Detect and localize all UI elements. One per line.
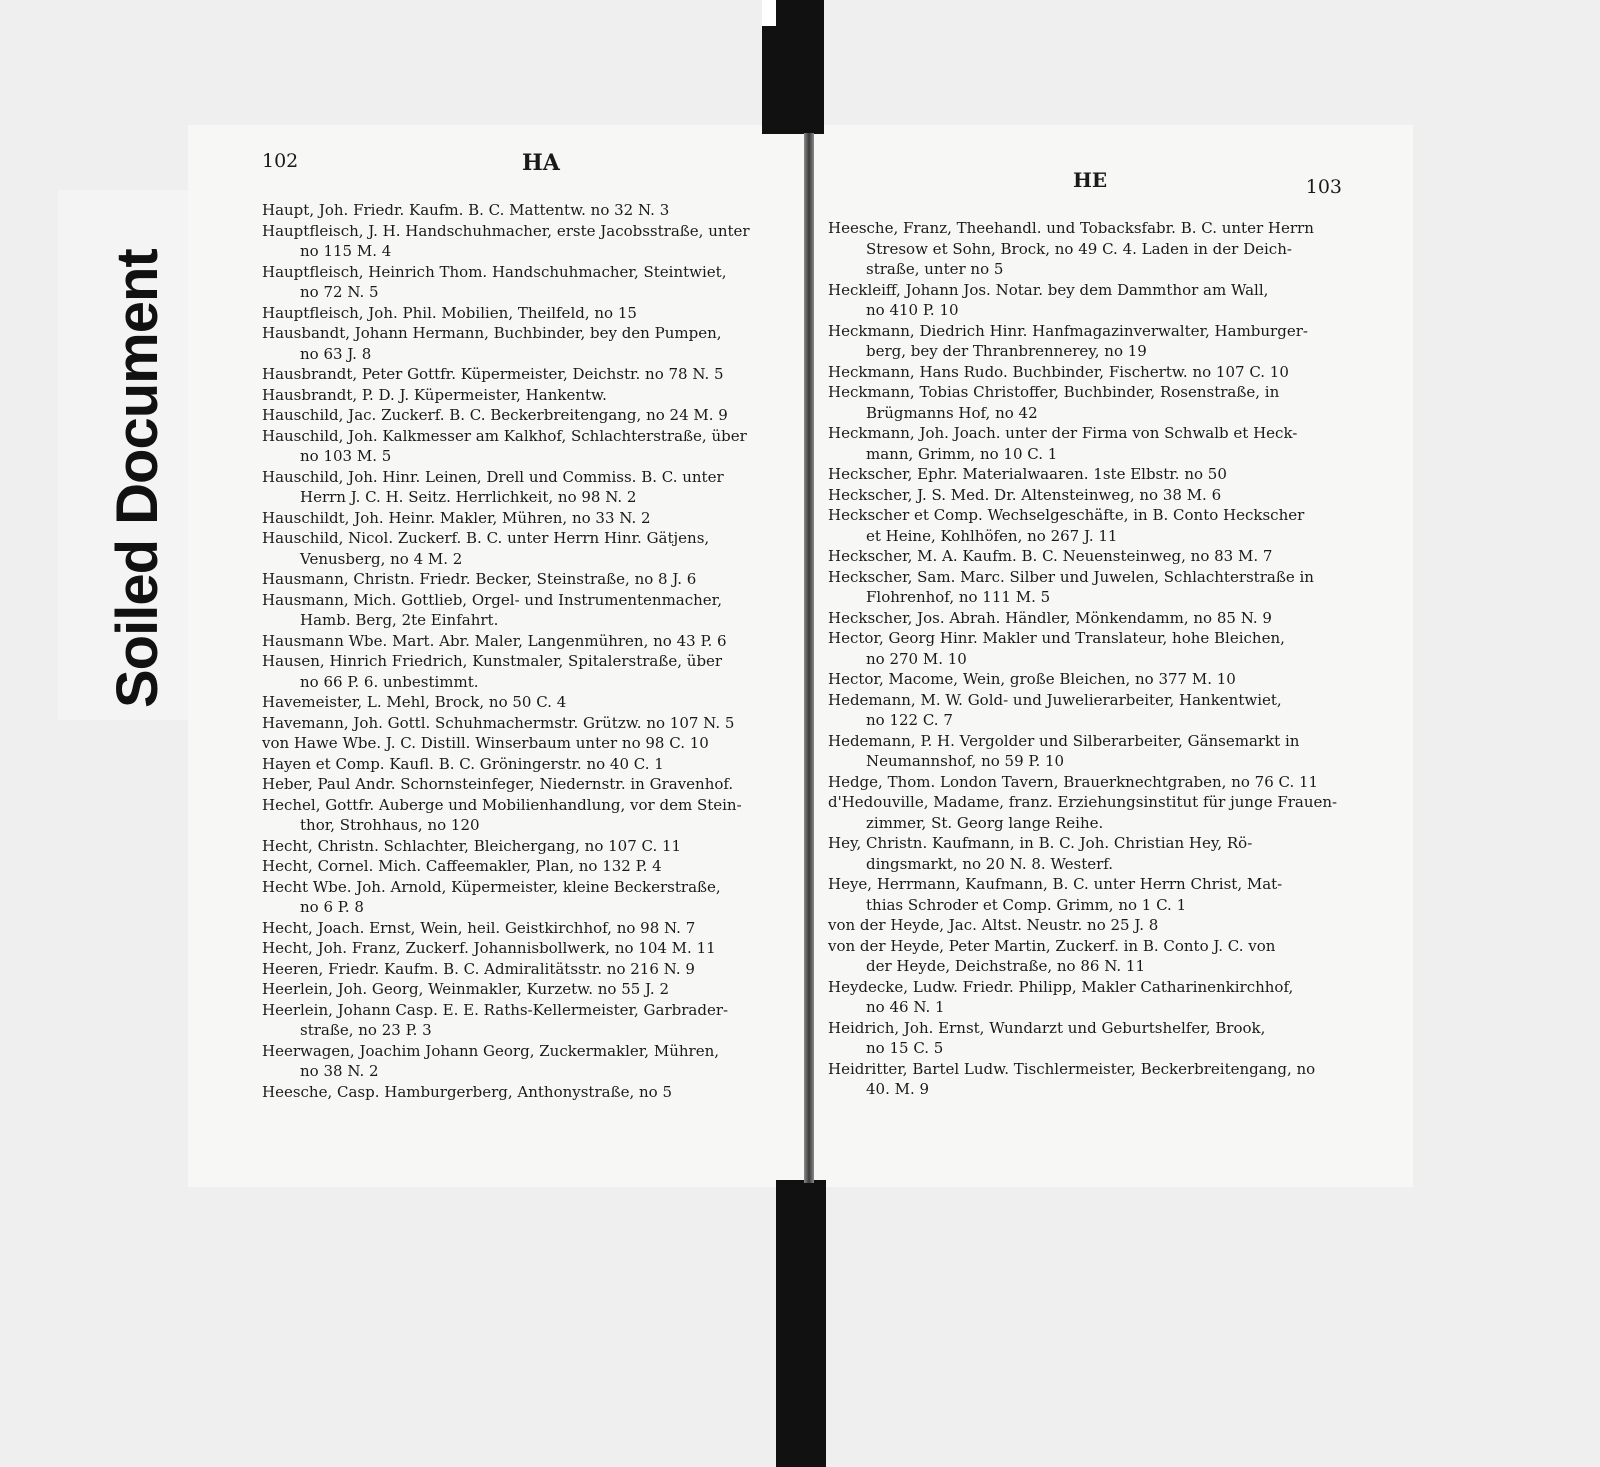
left-directory-entry [262,467,792,508]
left-directory-entry [262,754,792,775]
left-directory-entry [262,651,792,692]
entry-continuation-line: Neumannshof, no 59 P. 10 [866,752,1065,770]
entry-continuation-line: no 6 P. 8 [300,898,364,916]
entry-line: Hedemann, P. H. Vergolder und Silberarbeiter, Gänsemarkt in [828,731,1300,750]
entry-continuation-line: thias Schroder et Comp. Grimm, no 1 C. 1 [866,895,1187,914]
entry-line: Hausmann, Christn. Friedr. Becker, Steinstraße, no 8 J. 6 [262,570,697,588]
left-page-heading: HA [522,150,560,176]
entry-line: Heeren, Friedr. Kaufm. B. C. Admiralitätsstr. no 216 N. 9 [262,959,695,978]
right-directory-entry [828,505,1348,546]
entry-continuation-line: Hamb. Berg, 2te Einfahrt. [300,611,499,629]
entry-continuation-line: no 410 P. 10 [866,301,959,319]
entry-line: Hechel, Gottfr. Auberge und Mobilienhandlung, vor dem Stein- [262,795,742,814]
entry-line: Hausbrandt, Peter Gottfr. Küpermeister, Deichstr. no 78 N. 5 [262,365,724,383]
entry-line: Hausbandt, Johann Hermann, Buchbinder, bey den Pumpen, [262,324,722,342]
right-directory-entry [828,280,1348,321]
entry-line: Heidritter, Bartel Ludw. Tischlermeister, Beckerbreitengang, no [828,1059,1316,1078]
right-directory-entry [828,546,1348,567]
entry-line: Heerlein, Joh. Georg, Weinmakler, Kurzetw. no 55 J. 2 [262,980,669,998]
right-entry-list [828,218,1348,1100]
entry-continuation-line: no 115 M. 4 [300,242,392,260]
entry-continuation-line: no 15 C. 5 [866,1039,944,1057]
entry-line: von Hawe Wbe. J. C. Distill. Winserbaum unter no 98 C. 10 [262,734,709,752]
left-directory-entry [262,733,792,754]
entry-line: Heber, Paul Andr. Schornsteinfeger, Niedernstr. in Gravenhof. [262,775,734,793]
entry-line: Hecht, Joach. Ernst, Wein, heil. Geistkirchhof, no 98 N. 7 [262,918,696,937]
left-directory-entry [262,631,792,652]
entry-continuation-line: no 46 N. 1 [866,998,945,1016]
left-directory-entry [262,692,792,713]
left-directory-entry [262,426,792,467]
entry-line: Hecht, Joh. Franz, Zuckerf. Johannisbollwerk, no 104 M. 11 [262,939,716,957]
left-directory-entry [262,877,792,918]
entry-line: Hey, Christn. Kaufmann, in B. C. Joh. Christian Hey, Rö- [828,834,1253,852]
right-directory-entry [828,669,1348,690]
entry-continuation-line: no 122 C. 7 [866,711,953,729]
right-directory-entry [828,977,1348,1018]
right-directory-entry [828,874,1348,915]
entry-continuation-line: no 72 N. 5 [300,283,379,301]
entry-line: Hauptfleisch, J. H. Handschuhmacher, erste Jacobsstraße, unter [262,221,750,240]
entry-line: Heerwagen, Joachim Johann Georg, Zuckermakler, Mühren, [262,1041,720,1060]
right-directory-entry [828,915,1348,936]
entry-line: Hector, Macome, Wein, große Bleichen, no 377 M. 10 [828,670,1236,688]
entry-line: Heckscher, Jos. Abrah. Händler, Mönkendamm, no 85 N. 9 [828,608,1272,627]
left-directory-entry [262,569,792,590]
book-gutter [804,133,814,1183]
right-directory-entry [828,608,1348,629]
left-directory-entry [262,938,792,959]
left-directory-entry [262,1041,792,1082]
left-directory-entry [262,1000,792,1041]
entry-line: Heerlein, Johann Casp. E. E. Raths-Kellermeister, Garbrader- [262,1000,729,1019]
entry-line: von der Heyde, Jac. Altst. Neustr. no 25 J. 8 [828,916,1159,934]
right-directory-entry [828,936,1348,977]
entry-line: Hauptfleisch, Joh. Phil. Mobilien, Theilfeld, no 15 [262,303,637,322]
soiled-document-label: Soiled Document [105,249,170,708]
entry-continuation-line: thor, Strohhaus, no 120 [300,816,480,834]
entry-line: Heckmann, Tobias Christoffer, Buchbinder, Rosenstraße, in [828,383,1280,401]
entry-line: Hauschild, Nicol. Zuckerf. B. C. unter Herrn Hinr. Gätjens, [262,529,710,547]
entry-line: Haupt, Joh. Friedr. Kaufm. B. C. Mattentw. no 32 N. 3 [262,201,670,219]
entry-line: Hausen, Hinrich Friedrich, Kunstmaler, Spitalerstraße, über [262,652,723,670]
right-directory-entry [828,1018,1348,1059]
left-directory-entry [262,590,792,631]
right-directory-entry [828,218,1348,280]
right-directory-entry [828,464,1348,485]
entry-continuation-line: no 103 M. 5 [300,447,392,465]
entry-line: Havemann, Joh. Gottl. Schuhmachermstr. Grützw. no 107 N. 5 [262,713,735,732]
right-directory-entry [828,382,1348,423]
right-directory-entry [828,362,1348,383]
entry-continuation-line: Herrn J. C. H. Seitz. Herrlichkeit, no 98 N. 2 [300,488,637,506]
entry-line: Hauschildt, Joh. Heinr. Makler, Mühren, no 33 N. 2 [262,508,651,527]
left-directory-entry [262,303,792,324]
right-directory-entry [828,423,1348,464]
right-page-heading: HE [1073,168,1108,192]
left-directory-entry [262,1082,792,1103]
right-page-number: 103 [1305,176,1342,198]
entry-continuation-line: no 63 J. 8 [300,344,372,363]
entry-continuation-line: no 270 M. 10 [866,649,967,668]
left-entry-list [262,200,792,1102]
left-directory-entry [262,856,792,877]
entry-line: Heckscher, M. A. Kaufm. B. C. Neuensteinweg, no 83 M. 7 [828,547,1273,565]
entry-line: Hecht, Christn. Schlachter, Bleichergang, no 107 C. 11 [262,836,682,855]
entry-line: Heckscher, Ephr. Materialwaaren. 1ste Elbstr. no 50 [828,465,1227,483]
left-directory-entry [262,774,792,795]
entry-line: Hauschild, Joh. Hinr. Leinen, Drell und Commiss. B. C. unter [262,467,724,486]
right-directory-entry [828,792,1348,833]
top-black-bar [762,0,824,134]
left-directory-entry [262,918,792,939]
entry-line: Hausbrandt, P. D. J. Küpermeister, Hankentw. [262,385,607,404]
entry-continuation-line: et Heine, Kohlhöfen, no 267 J. 11 [866,526,1118,545]
left-directory-entry [262,405,792,426]
entry-line: d'Hedouville, Madame, franz. Erziehungsinstitut für junge Frauen- [828,793,1338,811]
entry-line: Heckleiff, Johann Jos. Notar. bey dem Dammthor am Wall, [828,280,1269,299]
left-directory-entry [262,385,792,406]
right-directory-entry [828,628,1348,669]
entry-line: Hayen et Comp. Kaufl. B. C. Gröningerstr. no 40 C. 1 [262,754,664,773]
left-directory-entry [262,979,792,1000]
left-page-number: 102 [262,150,299,172]
entry-line: Hedge, Thom. London Tavern, Brauerknechtgraben, no 76 C. 11 [828,772,1319,791]
right-directory-entry [828,485,1348,506]
entry-line: Hausmann Wbe. Mart. Abr. Maler, Langenmühren, no 43 P. 6 [262,631,727,650]
entry-continuation-line: Venusberg, no 4 M. 2 [300,549,463,568]
right-directory-entry [828,731,1348,772]
entry-line: Hedemann, M. W. Gold- und Juwelierarbeiter, Hankentwiet, [828,690,1282,709]
entry-continuation-line: no 38 N. 2 [300,1062,379,1080]
right-directory-entry [828,833,1348,874]
entry-continuation-line: dingsmarkt, no 20 N. 8. Westerf. [866,854,1114,873]
entry-continuation-line: Brügmanns Hof, no 42 [866,403,1038,422]
entry-line: Heckscher, J. S. Med. Dr. Altensteinweg, no 38 M. 6 [828,485,1222,504]
entry-continuation-line: no 66 P. 6. unbestimmt. [300,672,479,691]
entry-line: Hauptfleisch, Heinrich Thom. Handschuhmacher, Steintwiet, [262,262,727,281]
entry-line: Hausmann, Mich. Gottlieb, Orgel- und Instrumentenmacher, [262,590,722,609]
right-directory-entry [828,567,1348,608]
entry-line: Heckscher, Sam. Marc. Silber und Juwelen, Schlachterstraße in [828,567,1314,586]
right-directory-entry [828,772,1348,793]
entry-line: Hauschild, Joh. Kalkmesser am Kalkhof, Schlachterstraße, über [262,426,747,445]
left-directory-entry [262,262,792,303]
entry-line: Hauschild, Jac. Zuckerf. B. C. Beckerbreitengang, no 24 M. 9 [262,406,728,424]
left-directory-entry [262,836,792,857]
entry-line: Heydecke, Ludw. Friedr. Philipp, Makler Catharinenkirchhof, [828,977,1294,996]
entry-line: Heckmann, Hans Rudo. Buchbinder, Fischertw. no 107 C. 10 [828,362,1289,381]
entry-line: von der Heyde, Peter Martin, Zuckerf. in B. Conto J. C. von [828,936,1276,955]
left-directory-entry [262,713,792,734]
left-directory-entry [262,221,792,262]
entry-continuation-line: 40. M. 9 [866,1080,930,1098]
left-directory-entry [262,364,792,385]
entry-line: Hecht, Cornel. Mich. Caffeemakler, Plan, no 132 P. 4 [262,857,662,875]
entry-line: Heesche, Casp. Hamburgerberg, Anthonystraße, no 5 [262,1082,673,1101]
entry-continuation-line: mann, Grimm, no 10 C. 1 [866,444,1058,463]
entry-line: Hector, Georg Hinr. Makler und Translateur, hohe Bleichen, [828,629,1285,647]
right-directory-entry [828,1059,1348,1100]
entry-line: Heckmann, Diedrich Hinr. Hanfmagazinverwalter, Hamburger- [828,321,1308,340]
entry-line: Havemeister, L. Mehl, Brock, no 50 C. 4 [262,693,567,711]
entry-continuation-line: straße, no 23 P. 3 [300,1021,432,1039]
entry-line: Hecht Wbe. Joh. Arnold, Küpermeister, kleine Beckerstraße, [262,877,721,896]
entry-continuation-line: der Heyde, Deichstraße, no 86 N. 11 [866,957,1146,975]
left-directory-entry [262,200,792,221]
entry-continuation-line: straße, unter no 5 [866,260,1004,278]
left-directory-entry [262,959,792,980]
right-directory-entry [828,690,1348,731]
left-directory-entry [262,528,792,569]
right-directory-entry [828,321,1348,362]
entry-continuation-line: berg, bey der Thranbrennerey, no 19 [866,342,1147,360]
entry-continuation-line: zimmer, St. Georg lange Reihe. [866,813,1104,832]
entry-line: Heye, Herrmann, Kaufmann, B. C. unter Herrn Christ, Mat- [828,875,1283,893]
entry-line: Heidrich, Joh. Ernst, Wundarzt und Geburtshelfer, Brook, [828,1018,1266,1037]
entry-continuation-line: Flohrenhof, no 111 M. 5 [866,588,1051,606]
entry-line: Heesche, Franz, Theehandl. und Tobacksfabr. B. C. unter Herrn [828,219,1314,237]
entry-line: Heckscher et Comp. Wechselgeschäfte, in B. Conto Heckscher [828,506,1305,524]
bottom-black-bar [776,1180,826,1467]
entry-continuation-line: Stresow et Sohn, Brock, no 49 C. 4. Laden in der Deich- [866,239,1292,258]
left-directory-entry [262,323,792,364]
left-directory-entry [262,508,792,529]
left-directory-entry [262,795,792,836]
entry-line: Heckmann, Joh. Joach. unter der Firma von Schwalb et Heck- [828,424,1298,442]
